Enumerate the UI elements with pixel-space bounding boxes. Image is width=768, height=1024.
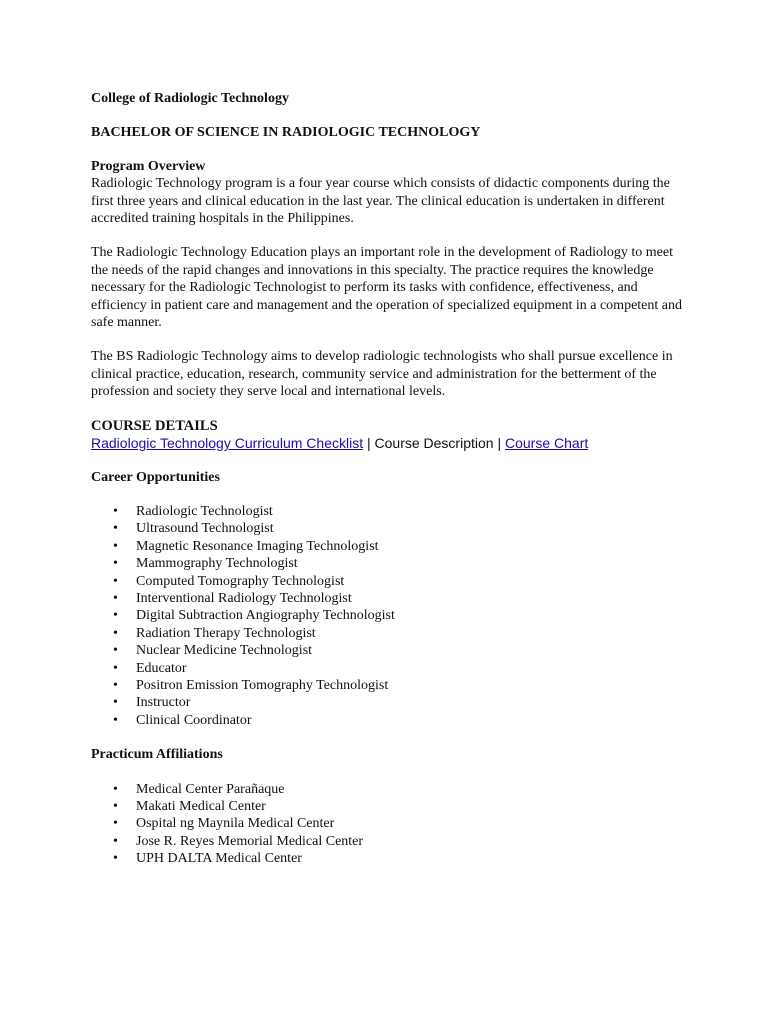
bullet-icon: •: [113, 851, 118, 867]
bullet-icon: •: [113, 503, 118, 519]
bullet-icon: •: [113, 608, 118, 624]
overview-paragraph: Radiologic Technology program is a four year course which consists of didactic components during the first three years and clinical education in the last year. The clinical education is undertaken in different accredited training hospitals in the Philippines.: [91, 176, 670, 227]
course-links-line: [91, 435, 691, 452]
career-opportunities-heading: Career Opportunities: [91, 469, 220, 485]
career-opportunities-list: [91, 503, 691, 729]
career-list-item: [91, 538, 691, 555]
bullet-icon: •: [113, 556, 118, 572]
career-list-item: [91, 712, 691, 729]
career-list-item: [91, 677, 691, 694]
curriculum-checklist-link[interactable]: Radiologic Technology Curriculum Checklist: [91, 435, 364, 452]
list-item-text: Makati Medical Center: [136, 799, 266, 814]
bullet-icon: •: [113, 590, 118, 606]
list-item-text: Mammography Technologist: [136, 556, 298, 572]
list-item-text: UPH DALTA Medical Center: [136, 851, 302, 867]
bullet-icon: •: [113, 538, 118, 554]
link-separator: |: [363, 435, 375, 452]
career-list-item: [91, 642, 691, 659]
list-item-text: Jose R. Reyes Memorial Medical Center: [136, 833, 364, 849]
list-item-text: Digital Subtraction Angiography Technologist: [136, 608, 395, 624]
career-list-item: [91, 520, 691, 537]
list-item-text: Positron Emission Tomography Technologist: [136, 677, 389, 693]
bullet-icon: •: [113, 677, 118, 693]
career-list-item: [91, 660, 691, 677]
bullet-icon: •: [113, 816, 118, 832]
bullet-icon: •: [113, 781, 118, 797]
document-page: [91, 90, 691, 885]
bullet-icon: •: [113, 625, 118, 641]
bullet-icon: •: [113, 833, 118, 849]
course-chart-link[interactable]: Course Chart: [505, 435, 589, 452]
list-item-text: Ospital ng Maynila Medical Center: [136, 816, 335, 832]
practicum-list-item: [91, 850, 691, 867]
bullet-icon: •: [113, 573, 118, 589]
career-list-item: [91, 607, 691, 624]
bullet-icon: •: [113, 799, 118, 814]
career-list-item: [91, 590, 691, 607]
link-separator: |: [493, 435, 505, 452]
list-item-text: Ultrasound Technologist: [136, 521, 274, 537]
aims-paragraph: The BS Radiologic Technology aims to develop radiologic technologists who shall pursue excellence in clinical practice, education, research, community service and administration for the betterment of the profession and society they serve local and international levels.: [91, 349, 673, 400]
list-item-text: Radiologic Technologist: [136, 503, 273, 519]
list-item-text: Instructor: [136, 695, 191, 711]
practicum-list-item: [91, 815, 691, 832]
list-item-text: Educator: [136, 660, 187, 676]
bullet-icon: •: [113, 643, 118, 659]
career-list-item: [91, 625, 691, 642]
program-overview-heading: Program Overview: [91, 158, 206, 174]
list-item-text: Computed Tomography Technologist: [136, 573, 345, 589]
college-heading: College of Radiologic Technology: [91, 91, 289, 106]
bullet-icon: •: [113, 660, 118, 676]
list-item-text: Clinical Coordinator: [136, 712, 252, 728]
career-list-item: [91, 503, 691, 520]
list-item-text: Nuclear Medicine Technologist: [136, 643, 313, 659]
education-paragraph: The Radiologic Technology Education plays an important role in the development of Radiology to meet the needs of the rapid changes and innovations in this specialty. The practice requires the knowledge necessary for the Radiologic Technologist to perform its tasks with confidence, effectiveness, and efficiency in patient care and management and the operation of specialized equipment in a competent and safe manner.: [91, 245, 682, 331]
list-item-text: Interventional Radiology Technologist: [136, 590, 352, 606]
course-details-heading: COURSE DETAILS: [91, 417, 218, 434]
bullet-icon: •: [113, 695, 118, 711]
degree-heading: BACHELOR OF SCIENCE IN RADIOLOGIC TECHNOLOGY: [91, 125, 481, 141]
practicum-affiliations-list: [91, 781, 691, 868]
practicum-list-item: [91, 833, 691, 850]
bullet-icon: •: [113, 712, 118, 728]
practicum-affiliations-heading: Practicum Affiliations: [91, 747, 223, 763]
career-list-item: [91, 573, 691, 590]
list-item-text: Medical Center Parañaque: [136, 781, 285, 797]
bullet-icon: •: [113, 521, 118, 537]
list-item-text: Magnetic Resonance Imaging Technologist: [136, 538, 379, 554]
list-item-text: Radiation Therapy Technologist: [136, 625, 316, 641]
course-description-text: Course Description: [374, 435, 494, 452]
practicum-list-item: [91, 781, 691, 798]
career-list-item: [91, 555, 691, 572]
career-list-item: [91, 694, 691, 711]
practicum-list-item: [91, 798, 691, 815]
